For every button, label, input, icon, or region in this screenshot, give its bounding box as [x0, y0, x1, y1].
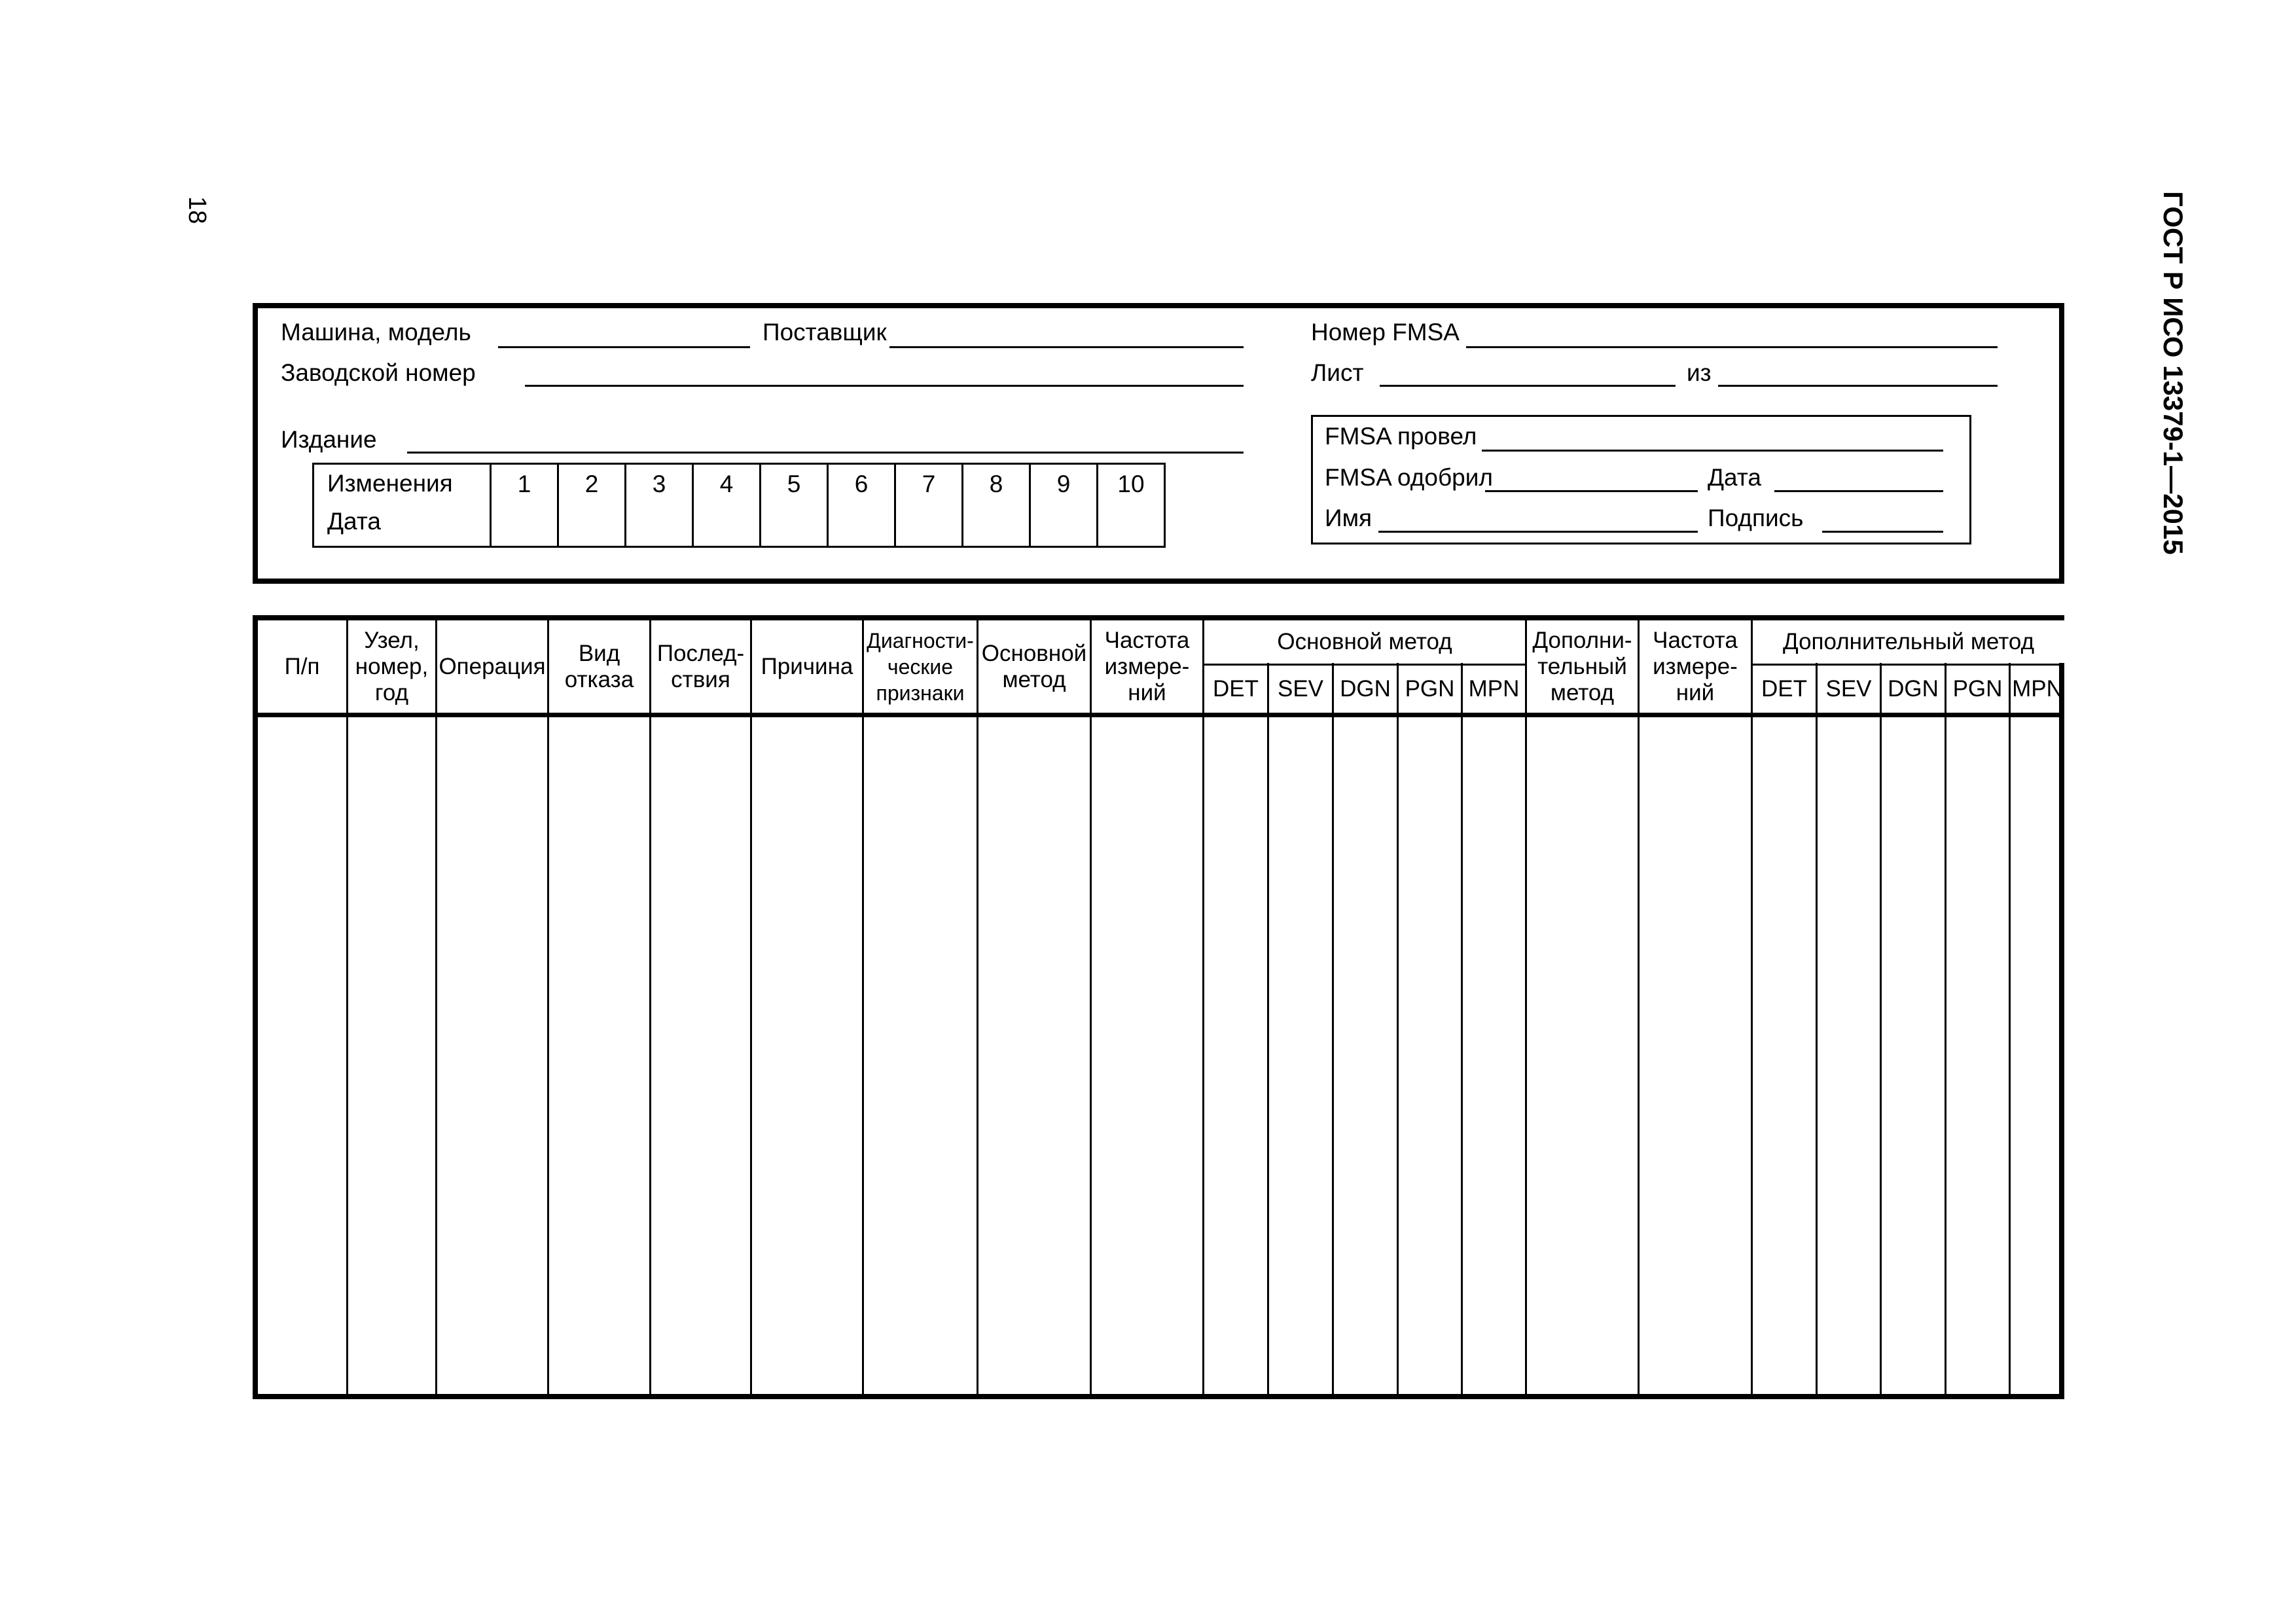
subheader-sev: SEV [1277, 676, 1324, 702]
subheader-mpn: MPN [2012, 676, 2063, 702]
revision-cell[interactable]: 1 [491, 464, 558, 547]
approval-box [1311, 415, 1971, 544]
header-cause: Причина [761, 653, 853, 679]
fmsa-conducted-label: FMSA провел [1325, 423, 1477, 450]
fmsa-conducted-field[interactable] [1482, 450, 1943, 452]
of-label: из [1687, 359, 1712, 386]
revisions-label-cell [314, 464, 491, 547]
name-field[interactable] [1378, 531, 1698, 533]
header-operation: Операция [439, 653, 546, 679]
subheader-dgn: DGN [1340, 676, 1391, 702]
edition-field[interactable] [407, 452, 1244, 454]
header-primary-group: Основной метод [1277, 629, 1452, 654]
table-body[interactable] [258, 717, 2059, 1394]
sheet-label: Лист [1311, 359, 1364, 386]
approval-date-label: Дата [1708, 464, 1761, 491]
revision-cell[interactable]: 7 [895, 464, 963, 547]
supplier-label: Поставщик [762, 319, 887, 346]
subheader-pgn: PGN [1405, 676, 1455, 702]
machine-model-label: Машина, модель [281, 319, 471, 346]
page-number: 18 [183, 196, 211, 224]
approval-date-field[interactable] [1774, 490, 1943, 492]
name-label: Имя [1325, 505, 1372, 531]
revision-cell[interactable]: 3 [626, 464, 693, 547]
subheader-mpn: MPN [1468, 676, 1520, 702]
fmsa-approved-label: FMSA одобрил [1325, 464, 1493, 491]
form-header-box [253, 303, 2064, 584]
fmsa-number-label: Номер FMSA [1311, 319, 1460, 346]
subheader-dgn: DGN [1888, 676, 1939, 702]
serial-number-field[interactable] [525, 385, 1244, 387]
header-secondary-group: Дополнительный метод [1783, 629, 2034, 654]
standard-code: ГОСТ Р ИСО 13379-1—2015 [2158, 191, 2189, 555]
revision-cell[interactable]: 5 [761, 464, 828, 547]
revision-cell[interactable]: 9 [1030, 464, 1098, 547]
sheet-total-field[interactable] [1718, 385, 1998, 387]
supplier-field[interactable] [889, 346, 1244, 348]
subheader-det: DET [1213, 676, 1259, 702]
revision-cell[interactable]: 2 [558, 464, 626, 547]
subheader-pgn: PGN [1952, 676, 2003, 702]
revision-cell[interactable]: 6 [828, 464, 895, 547]
header-node: Узел, номер, год [355, 627, 429, 705]
header-frequency: Частота измере- ний [1104, 627, 1190, 705]
header-failure-type: Вид отказа [564, 640, 634, 692]
revisions-label: Изменения [327, 470, 453, 497]
revision-cell[interactable]: 4 [693, 464, 761, 547]
header-symptoms: Диагности- ческие признаки [867, 628, 974, 705]
fmsa-number-field[interactable] [1466, 346, 1998, 348]
fmsa-table [253, 615, 2064, 1399]
header-consequences: Послед- ствия [656, 640, 745, 692]
revisions-date-label: Дата [327, 508, 381, 535]
signature-field[interactable] [1822, 531, 1943, 533]
subheader-sev: SEV [1825, 676, 1872, 702]
revisions-table [312, 463, 1166, 548]
revision-cell[interactable]: 8 [963, 464, 1030, 547]
signature-label: Подпись [1708, 505, 1804, 531]
subheader-det: DET [1761, 676, 1807, 702]
machine-model-field[interactable] [498, 346, 750, 348]
fmsa-approved-field[interactable] [1485, 490, 1698, 492]
revision-cell[interactable]: 10 [1098, 464, 1165, 547]
edition-label: Издание [281, 426, 377, 453]
serial-number-label: Заводской номер [281, 359, 476, 386]
header-primary-method: Основной метод [981, 640, 1087, 692]
header-frequency: Частота измере- ний [1653, 627, 1738, 705]
header-secondary-method: Дополни- тельный метод [1532, 627, 1632, 705]
sheet-field[interactable] [1380, 385, 1676, 387]
header-pp: П/п [284, 653, 320, 679]
